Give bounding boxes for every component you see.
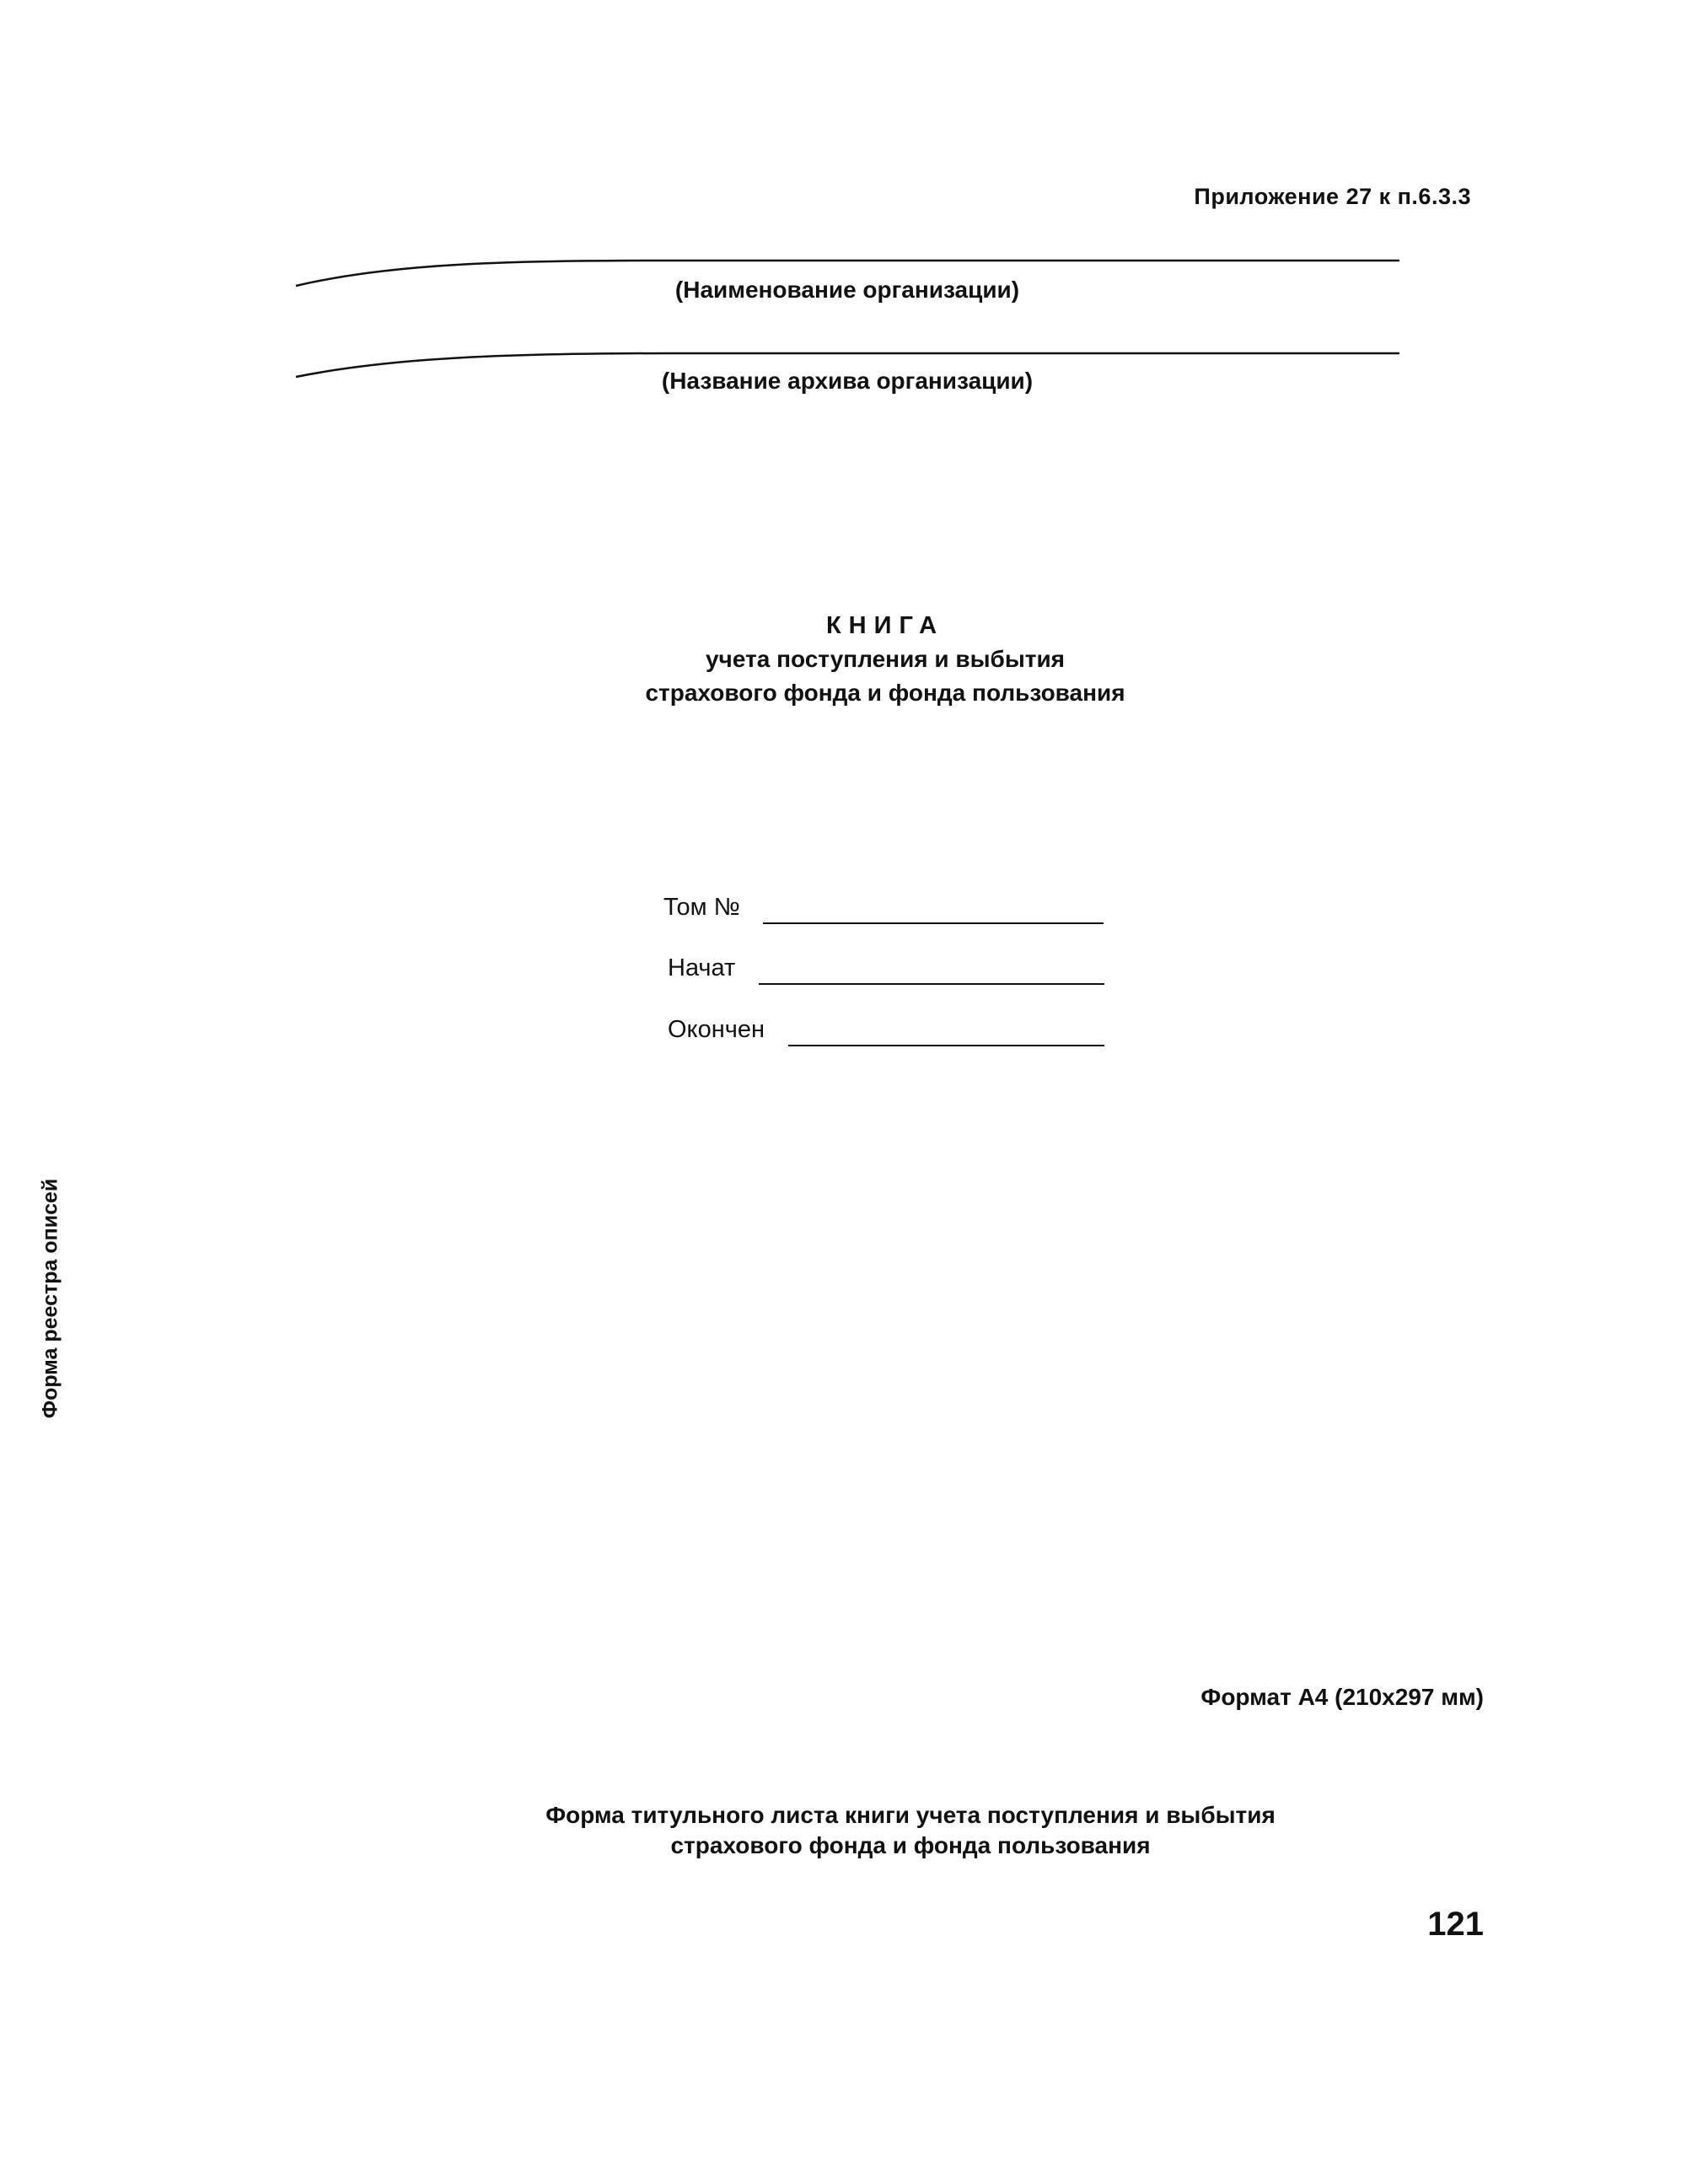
page-number: 121 [1427,1906,1484,1943]
started-label: Начат [668,954,736,981]
ended-label: Окончен [668,1016,765,1043]
book-subtitle-line-2: страхового фонда и фонда пользования [645,680,1125,706]
volume-label: Том № [663,894,740,921]
ended-field [668,1016,1106,1050]
appendix-reference: Приложение 27 к п.6.3.3 [1194,184,1471,209]
started-field [668,954,1106,988]
volume-field [663,894,1110,928]
figure-caption-line-1: Форма титульного листа книги учета поступления и выбытия [545,1802,1276,1828]
book-title-block [422,609,1349,710]
ended-blank-line [788,1045,1104,1046]
book-subtitle-line-1: учета поступления и выбытия [705,646,1066,672]
volume-blank-line [763,922,1104,924]
archive-name-caption: (Название архива организации) [661,368,1034,394]
format-note: Формат А4 (210х297 мм) [1200,1684,1484,1710]
side-label: Форма реестра описей [38,1178,62,1419]
figure-caption-line-2: страхового фонда и фонда пользования [670,1832,1151,1858]
book-title: КНИГА [825,612,945,639]
started-blank-line [759,983,1104,985]
organization-name-caption: (Наименование организации) [674,277,1020,303]
figure-caption [371,1800,1450,1861]
